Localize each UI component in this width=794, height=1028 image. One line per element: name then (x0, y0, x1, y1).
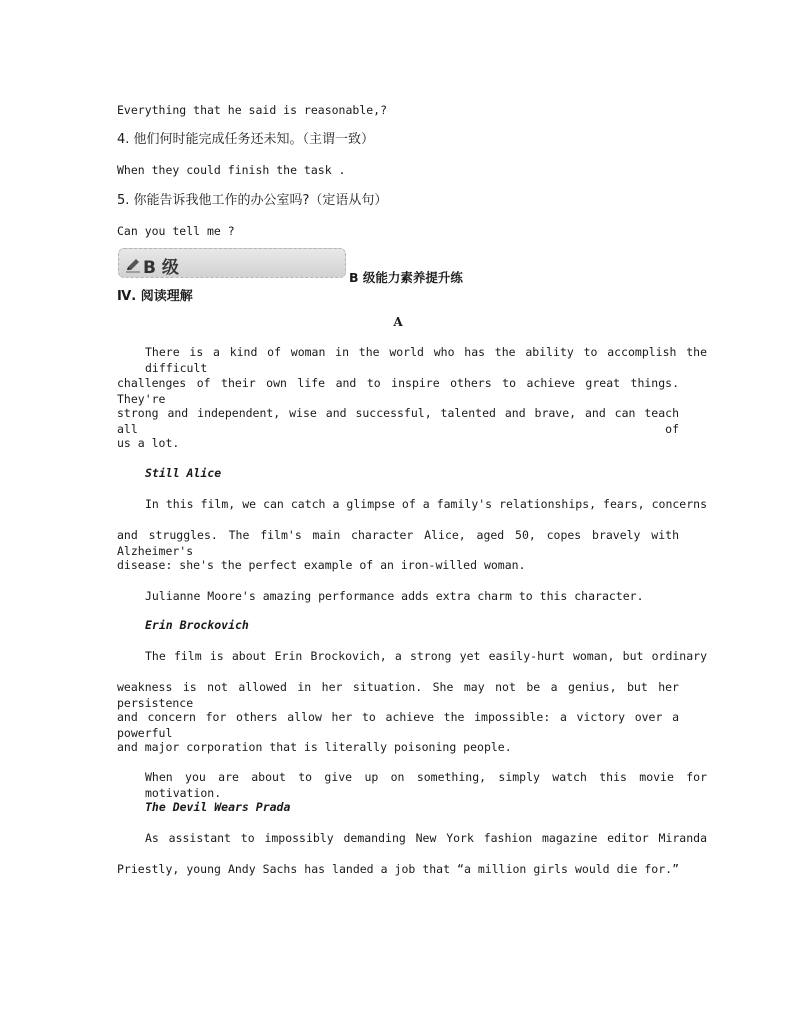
film1-line-4: Julianne Moore's amazing performance adds extra charm to this character. (145, 589, 644, 603)
passage-label: A (393, 315, 403, 329)
film2-line-5: When you are about to give up on something, simply watch this movie for motivation. (145, 770, 707, 800)
film2-line-2: weakness is not allowed in her situation. She may not be a genius, but her persistence (117, 680, 679, 710)
passage-intro-line-4: us a lot. (117, 436, 180, 450)
section-heading: Ⅳ. 阅读理解 (117, 289, 193, 304)
passage-intro-line-3: strong and independent, wise and successful, talented and brave, and can teach all of (117, 406, 679, 436)
level-banner-subtitle: B 级能力素养提升练 (349, 270, 463, 285)
film1-line-3: disease: she's the perfect example of an iron-willed woman. (117, 558, 526, 572)
film-title-erin-brockovich: Erin Brockovich (145, 618, 249, 632)
level-banner (118, 248, 346, 278)
film2-line-1: The film is about Erin Brockovich, a strong yet easily-hurt woman, but ordinary (145, 649, 707, 663)
passage-intro-line-2: challenges of their own life and to inspire others to achieve great things. They're (117, 376, 679, 406)
exercise-item-5-cn: 5. 你能告诉我他工作的办公室吗?（定语从句） (117, 193, 388, 208)
film-title-devil-wears-prada: The Devil Wears Prada (145, 800, 291, 814)
exercise-item-4-en: When they could finish the task . (117, 163, 346, 177)
document-page (117, 0, 707, 1028)
exercise-line-1-en: Everything that he said is reasonable,? (117, 103, 388, 117)
exercise-item-4-cn: 4. 他们何时能完成任务还未知。（主谓一致） (117, 132, 375, 147)
film-title-still-alice: Still Alice (145, 466, 222, 480)
film2-line-4: and major corporation that is literally poisoning people. (117, 740, 512, 754)
pencil-icon (125, 257, 141, 273)
film3-line-2: Priestly, young Andy Sachs has landed a job that “a million girls would die for.” (117, 862, 679, 876)
level-banner-label: B 级 (143, 258, 179, 278)
film1-line-1: In this film, we can catch a glimpse of a family's relationships, fears, concerns (145, 497, 707, 511)
passage-intro-line-1: There is a kind of woman in the world who has the ability to accomplish the difficult (145, 345, 707, 375)
film3-line-1: As assistant to impossibly demanding New York fashion magazine editor Miranda (145, 831, 707, 845)
exercise-item-5-en: Can you tell me ? (117, 224, 235, 238)
film1-line-2: and struggles. The film's main character Alice, aged 50, copes bravely with Alzheimer's (117, 528, 679, 558)
film2-line-3: and concern for others allow her to achieve the impossible: a victory over a powerful (117, 710, 679, 740)
